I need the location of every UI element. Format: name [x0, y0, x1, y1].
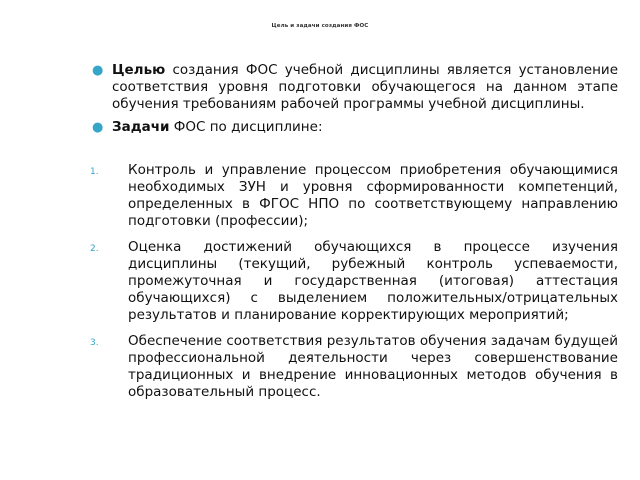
slide-title: Цель и задачи создания ФОС: [271, 23, 369, 29]
task-text: Контроль и управление процессом приобретения обучающимися необходимых ЗУН и уровня сформированности компетенций, определенных в ФГОС НПО по соответствующему направлению подготовки (профессии);: [128, 162, 618, 229]
task-text: Обеспечение соответствия результатов обучения задачам будущей профессиональной деятельности через совершенствование традиционных и внедрение инновационных методов обучения в образовательный процесс.: [128, 333, 618, 400]
task-item: [90, 162, 618, 230]
task-number: 3.: [90, 338, 99, 348]
tasks-bullet: [90, 119, 618, 136]
bullet-list: [90, 62, 618, 142]
goal-lead: Целью: [112, 62, 166, 78]
task-item: [90, 239, 618, 324]
task-number: 1.: [90, 167, 99, 177]
tasks-list: [90, 162, 618, 410]
bullet-dot-icon: ●: [92, 63, 104, 78]
goal-bullet: [90, 62, 618, 113]
task-item: [90, 333, 618, 401]
tasks-text: ФОС по дисциплине:: [169, 119, 323, 135]
bullet-dot-icon: ●: [92, 120, 104, 135]
goal-text: создания ФОС учебной дисциплины является установление соответствия уровня подготовки обучающегося на данном этапе обучения требованиям рабочей программы учебной дисциплины.: [112, 62, 618, 112]
tasks-lead: Задачи: [112, 119, 170, 135]
task-number: 2.: [90, 244, 99, 254]
task-text: Оценка достижений обучающихся в процессе изучения дисциплины (текущий, рубежный контроль успеваемости, промежуточная и государственная (итоговая) аттестация обучающихся) с выделением положительных/отрицательных результатов и планирование корректирующих мероприятий;: [128, 239, 618, 323]
